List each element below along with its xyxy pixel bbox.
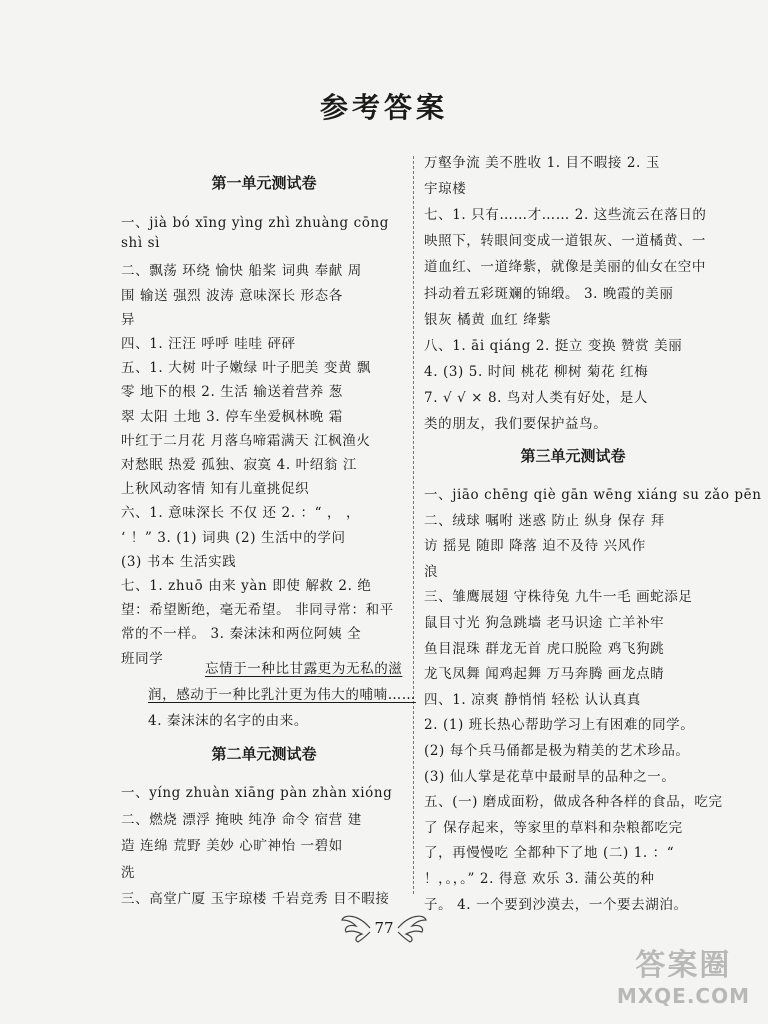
answer-line: 万壑争流 美不胜收 1. 目不暇接 2. 玉 (424, 155, 660, 171)
answer-line: 银灰 橘黄 血红 绛紫 (424, 311, 552, 328)
answer-line: 上秋风动客情 知有儿童挑促织 (121, 481, 310, 498)
answer-line: ‘ ！” 3. (1) 词典 (2) 生活中的学问 (121, 529, 346, 546)
answer-line: 四、1. 凉爽 静悄悄 轻松 认认真真 (424, 691, 641, 708)
unit1-last-line: 4. 秦沫沫的名字的由来。 (148, 713, 308, 729)
answer-line: 抖动着五彩斑斓的锦缎。 3. 晚霞的美丽 (424, 285, 674, 302)
answer-line: 八、1. āi qiáng 2. 挺立 变换 赞赏 美丽 (424, 337, 683, 354)
watermark-logo (617, 940, 750, 1008)
answer-line: 零 地下的根 2. 生活 输送着营养 葱 (121, 384, 343, 401)
answer-line: 叶红于二月花 月落乌啼霜满天 江枫渔火 (121, 432, 371, 449)
answer-line: 映照下，转眼间变成一道银灰、一道橘黄、一 (424, 233, 706, 250)
answer-line: 三、雏鹰展翅 守株待兔 九牛一毛 画蛇添足 (424, 589, 693, 606)
answer-line: 道血红、一道绛紫，就像是美丽的仙女在空中 (424, 259, 706, 276)
watermark-en: MXQE.COM (616, 984, 750, 1008)
column-divider (413, 156, 414, 894)
answer-line: (3) 书本 生活实践 (121, 553, 237, 570)
answer-line: 鼠目寸光 狗急跳墙 老马识途 亡羊补牢 (424, 615, 665, 631)
page-title: 参考答案 (319, 91, 448, 124)
answer-line: 对愁眠 热爱 孤独、寂寞 4. 叶绍翁 江 (121, 457, 357, 473)
answer-line: (2) 每个兵马俑都是极为精美的艺术珍品。 (424, 743, 690, 759)
answer-line: 班同学 (121, 650, 164, 667)
unit1-underlined-1 (205, 657, 402, 677)
answer-line: ！，。，。” 2. 得意 欢乐 3. 蒲公英的种 (424, 871, 655, 887)
answer-line: 2. (1) 班长热心帮助学习上有困难的同学。 (424, 717, 695, 734)
answer-line: 7. √ √ × 8. 鸟对人类有好处，是人 (424, 389, 648, 406)
answer-line: 五、(一) 磨成面粉，做成各种各样的食品，吃完 (424, 794, 723, 811)
answer-line: 了，再慢慢吃 全都种下了地 (二) 1. ：“ (424, 845, 675, 862)
answer-line: 异 (121, 311, 136, 328)
answer-line: 一、yíng zhuàn xiāng pàn zhàn xióng (121, 785, 393, 801)
unit1-underlined-2 (148, 683, 416, 703)
answer-line: 六、1. 意味深长 不仅 还 2. ：“ ， ， (121, 505, 361, 522)
answer-line: 龙飞凤舞 闻鸡起舞 万马奔腾 画龙点睛 (424, 666, 665, 683)
answer-line: 常的不一样。 3. 秦沫沫和两位阿姨 全 (121, 626, 362, 643)
answer-line: 造 连绵 荒野 美妙 心旷神怡 一碧如 (121, 838, 343, 854)
answer-line: 访 摇晃 随即 降落 迫不及待 兴风作 (424, 538, 646, 555)
page-number: 77 (374, 919, 394, 937)
unit2-title: 第二单元测试卷 (211, 745, 317, 763)
answer-line: 二、燃烧 漂浮 掩映 纯净 命令 宿营 建 (121, 811, 362, 828)
answer-line: 4. (3) 5. 时间 桃花 柳树 菊花 红梅 (424, 363, 649, 380)
unit1-title: 第一单元测试卷 (211, 174, 317, 192)
answer-line: 类的朋友，我们要保护益鸟。 (424, 416, 608, 432)
answer-line: 一、jià bó xīng yìng zhì zhuàng cōng (121, 215, 390, 231)
answer-line: 浪 (424, 563, 439, 580)
answer-line: 围 输送 强烈 波涛 意味深长 形态各 (121, 287, 343, 304)
watermark-cn: 答案圈 (635, 948, 732, 983)
answer-line: 七、1. zhuō 由来 yàn 即使 解救 2. 绝 (121, 578, 372, 594)
answer-line: 子。 4. 一个要到沙漠去，一个要去湖泊。 (424, 896, 688, 913)
answer-line: 宇琼楼 (424, 181, 467, 198)
answer-line: 一、jiāo chēng qiè gān wēng xiáng su zǎo pēn (424, 487, 762, 503)
underlined-text: 忘情于一种比甘露更为无私的滋 (205, 661, 403, 677)
answer-line: (3) 仙人掌是花草中最耐旱的品种之一。 (424, 768, 676, 785)
answer-line: 五、1. 大树 叶子嫩绿 叶子肥美 变黄 飘 (121, 360, 372, 377)
answer-line: 三、高堂广厦 玉宇琼楼 千岩竞秀 目不暇接 (121, 891, 390, 907)
answer-line: 翠 太阳 土地 3. 停车坐爱枫林晚 霜 (121, 408, 343, 425)
answer-line: 望：希望断绝，毫无希望。 非同寻常：和平 (121, 602, 394, 619)
answer-line: 二、飘荡 环绕 愉快 船桨 词典 奉献 周 (121, 263, 362, 280)
answer-line: 二、绒球 嘱咐 迷惑 防止 纵身 保存 拜 (424, 512, 665, 529)
answer-line: 鱼目混珠 群龙无首 虎口脱险 鸡飞狗跳 (424, 640, 665, 657)
unit3-title: 第三单元测试卷 (520, 447, 626, 465)
answer-line: 了 保存起来，等家里的草料和杂粮都吃完 (424, 819, 683, 836)
answer-line: 七、1. 只有……才…… 2. 这些流云在落日的 (424, 207, 707, 224)
answer-line: shì sì (121, 235, 161, 252)
answer-line: 四、1. 汪汪 呼呼 哇哇 砰砰 (121, 336, 296, 352)
answer-line: 洗 (121, 864, 136, 881)
underlined-text: 润，感动于一种比乳汁更为伟大的哺喃…… (148, 687, 416, 703)
